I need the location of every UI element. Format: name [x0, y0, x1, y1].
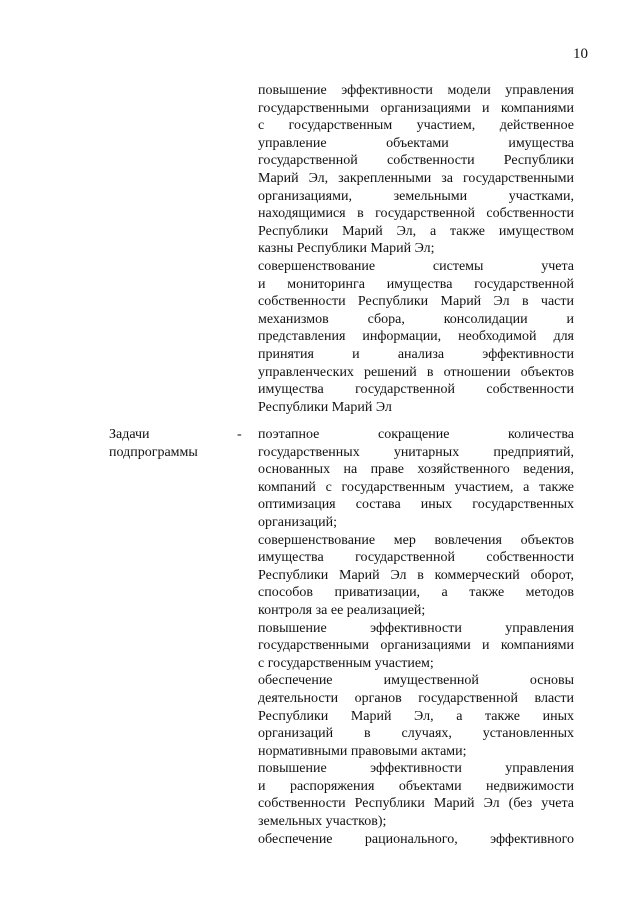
text-line: обеспечение рационального, эффективного: [258, 831, 574, 847]
text-line: компаний с государственным участием, а также: [258, 479, 574, 495]
text-line: управление объектами имущества: [258, 135, 574, 151]
text-line: Республики Марий Эл: [258, 399, 392, 415]
text-line: контроля за ее реализацией;: [258, 602, 426, 618]
text-line: государственной собственности Республики: [258, 153, 574, 169]
label-dash: -: [237, 427, 242, 442]
text-line: организаций;: [258, 514, 338, 530]
text-line: и распоряжения объектами недвижимости: [258, 778, 574, 794]
tasks-label-line: Задачи: [109, 427, 150, 442]
text-line: поэтапное сокращение количества: [258, 427, 574, 442]
text-line: Марий Эл, закрепленными за государственными: [258, 170, 574, 186]
text-line: казны Республики Марий Эл;: [258, 241, 435, 257]
text-line: государственными организациями и компаниями: [258, 638, 574, 654]
text-line: управленческих решений в отношении объектов: [258, 364, 574, 380]
tasks-text-block: [258, 426, 574, 848]
page-number: 10: [573, 46, 588, 62]
text-line: представления информации, необходимой для: [258, 329, 574, 345]
text-line: с государственным участием;: [258, 655, 434, 671]
text-line: нормативными правовыми актами;: [258, 743, 467, 759]
tasks-label-line: подпрограммы: [109, 444, 198, 460]
text-line: повышение эффективности управления: [258, 620, 574, 636]
text-line: земельных участков);: [258, 814, 387, 830]
text-line: принятия и анализа эффективности: [258, 346, 574, 362]
text-line: совершенствование мер вовлечения объектов: [258, 532, 574, 548]
text-line: способов приватизации, а также методов: [258, 585, 574, 601]
text-line: организаций в случаях, установленных: [258, 726, 574, 742]
text-line: обеспечение имущественной основы: [258, 673, 574, 689]
text-line: государственных унитарных предприятий,: [258, 444, 574, 460]
text-line: совершенствование системы учета: [258, 258, 574, 274]
text-line: находящимися в государственной собственности: [258, 206, 574, 222]
text-line: имущества государственной собственности: [258, 550, 574, 566]
text-line: государственными организациями и компаниями: [258, 100, 574, 116]
text-line: и мониторинга имущества государственной: [258, 276, 574, 292]
text-line: механизмов сбора, консолидации и: [258, 311, 574, 327]
text-line: основанных на праве хозяйственного ведения,: [258, 462, 574, 478]
text-line: с государственным участием, действенное: [258, 118, 574, 134]
text-line: Республики Марий Эл в коммерческий оборот,: [258, 567, 574, 583]
text-line: повышение эффективности управления: [258, 761, 574, 777]
tasks-label: [109, 426, 198, 461]
text-line: деятельности органов государственной власти: [258, 690, 574, 706]
text-line: Республики Марий Эл, а также иных: [258, 708, 574, 724]
text-line: оптимизация состава иных государственных: [258, 497, 574, 513]
text-line: собственности Республики Марий Эл в части: [258, 294, 574, 310]
text-line: организациями, земельными участками,: [258, 188, 574, 204]
text-line: повышение эффективности модели управления: [258, 83, 574, 98]
text-line: Республики Марий Эл, а также имуществом: [258, 223, 574, 239]
text-line: имущества государственной собственности: [258, 382, 574, 398]
goals-text-block: [258, 82, 574, 416]
text-line: собственности Республики Марий Эл (без учета: [258, 796, 574, 812]
